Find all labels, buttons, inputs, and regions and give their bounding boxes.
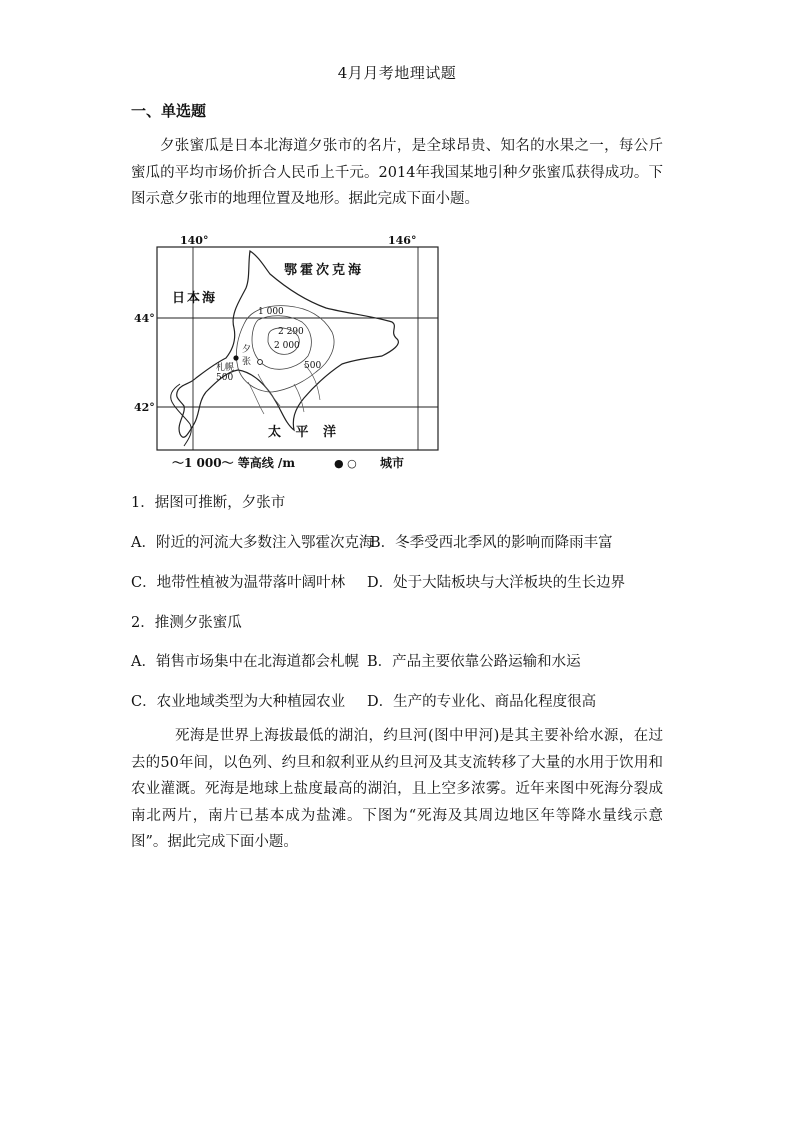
legend-city: 城市: [380, 456, 405, 470]
question-2-option-d: D．生产的专业化、商品化程度很高: [367, 694, 597, 710]
legend-contour: ～1 000～ 等高线 /m: [172, 456, 296, 470]
hokkaido-map: [134, 234, 444, 472]
label-city-yubari-2: 张: [242, 357, 252, 367]
city-sapporo-dot: [233, 355, 238, 360]
passage-dead-sea: 死海是世界上海拔最低的湖泊，约旦河(图中甲河)是其主要补给水源，在过去的50年间，以色列、约旦和叙利亚从约旦河及其支流转移了大量的水用于饮用和农业灌溉。死海是地球上盐度最高的湖泊，且上空多浓雾。近年来图中死海分裂成南北两片，南片已基本成为盐滩。下图为“死海及其周边地区年等降水量线示意图”。据此完成下面小题。: [131, 728, 663, 850]
label-contour-500-west: 500: [216, 373, 234, 383]
legend-city-symbols: ● ○: [334, 457, 357, 470]
passage-yubari-melon: 夕张蜜瓜是日本北海道夕张市的名片，是全球昂贵、知名的水果之一，每公斤蜜瓜的平均市场价折合人民币上千元。2014年我国某地引种夕张蜜瓜获得成功。下图示意夕张市的地理位置及地形。据此完成下面小题。: [131, 138, 663, 207]
question-1-option-a: A．附近的河流大多数注入鄂霍次克海: [131, 535, 374, 551]
contour-river-west: [248, 374, 280, 414]
oshima-peninsula: [171, 384, 192, 446]
question-1-option-c: C．地带性植被为温带落叶阔叶林: [131, 575, 346, 591]
section-heading: 一、单选题: [131, 102, 207, 120]
label-contour-500-east: 500: [304, 361, 322, 371]
question-1-stem: 1．据图可推断，夕张市: [131, 495, 286, 511]
label-contour-1000: 1 000: [258, 307, 284, 317]
label-pacific-ocean: 太 平 洋: [268, 425, 342, 440]
page-title: 4月月考地理试题: [337, 64, 457, 82]
label-contour-2000: 2 000: [274, 341, 300, 351]
lon-label-146: 146°: [388, 234, 417, 247]
lat-label-44: 44°: [134, 312, 155, 325]
question-1-option-b: B．冬季受西北季风的影响而降雨丰富: [370, 535, 613, 551]
question-2-option-c: C．农业地域类型为大种植园农业: [131, 694, 346, 710]
city-yubari-circle: [258, 360, 263, 365]
lat-label-42: 42°: [134, 401, 155, 414]
question-1-option-d: D．处于大陆板块与大洋板块的生长边界: [367, 575, 626, 591]
lon-label-140: 140°: [180, 234, 209, 247]
label-city-yubari-1: 夕: [242, 345, 252, 355]
contour-river-east: [294, 364, 320, 412]
label-okhotsk-sea: 鄂霍次克海: [284, 263, 365, 278]
question-2-option-a: A．销售市场集中在北海道都会札幌: [131, 654, 359, 670]
label-contour-2290: 2 290: [278, 327, 304, 337]
question-2-stem: 2．推测夕张蜜瓜: [131, 615, 242, 631]
label-city-sapporo: 札幌: [216, 363, 235, 373]
label-sea-of-japan: 日本海: [172, 291, 218, 306]
question-2-option-b: B．产品主要依靠公路运输和水运: [367, 654, 581, 670]
